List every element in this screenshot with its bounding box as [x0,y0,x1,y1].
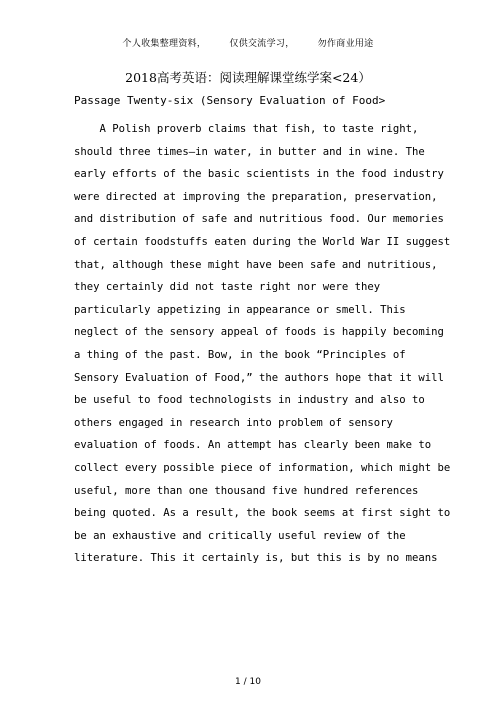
text-line: were directed at improving the preparation, preservation, [74,190,438,203]
header-text-exchange: 仅供交流学习， [229,39,295,49]
text-line: evaluation of foods. An attempt has clearly been make to [74,439,432,452]
text-line: and distribution of safe and nutritious food. Our memories [74,213,444,226]
text-line: they certainly did not taste right nor were they [74,281,381,294]
page-header [0,36,496,49]
text-line: collect every possible piece of information, which might be [74,461,451,474]
text-line: Sensory Evaluation of Food,” the authors hope that it will [74,371,444,384]
document-title: 2018高考英语：阅读理解课堂练学案<24） [125,70,371,85]
text-line: useful, more than one thousand five hundred references [74,484,419,497]
passage-heading: Passage Twenty-six (Sensory Evaluation of Food> [74,94,386,107]
text-line: should three times—in water, in butter and in wine. The [74,145,425,158]
header-text-noncommercial: 勿作商业用途 [317,39,374,49]
page-number: 1 / 10 [235,677,261,687]
text-line: that, although these might have been safe and nutritious, [74,258,438,271]
text-line: being quoted. As a result, the book seems at first sight to [74,507,451,520]
text-line: literature. This it certainly is, but this is by no means [74,552,438,565]
text-line: a thing of the past. Bow, in the book “Principles of [74,348,406,361]
text-line: of certain foodstuffs eaten during the World War II suggest [74,235,451,248]
header-text-collection: 个人收集整理资料， [122,39,207,49]
text-line: be an exhaustive and critically useful review of the [74,529,406,542]
text-line: A Polish proverb claims that fish, to taste right, [74,123,419,135]
passage-body [74,118,451,570]
text-line: particularly appetizing in appearance or smell. This [74,303,406,316]
text-line: neglect of the sensory appeal of foods is happily becoming [74,326,444,339]
text-line: be useful to food technologists in industry and also to [74,394,425,407]
text-line: early efforts of the basic scientists in the food industry [74,168,444,181]
text-line: others engaged in research into problem of sensory [74,416,393,429]
